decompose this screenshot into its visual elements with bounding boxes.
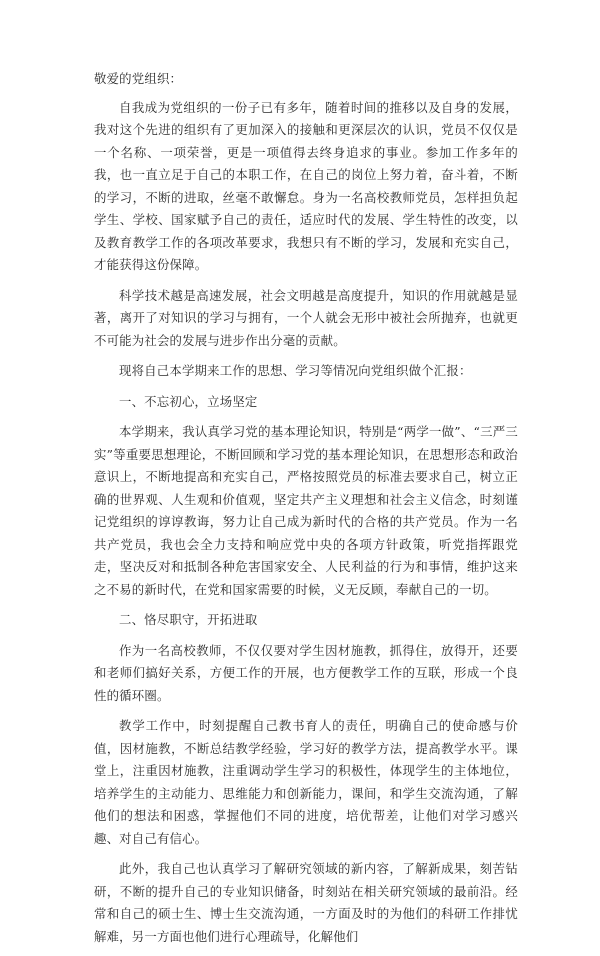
intro-paragraph-3: 现将自己本学期来工作的思想、学习等情况向党组织做个汇报： — [119, 363, 472, 378]
intro-paragraph-2: 科学技术越是高速发展，社会文明越是高度提升，知识的作用就越是显著，离开了对知识的学习与拥有，一个人就会无形中被社会所抛弃，也就更不可能为社会的发展与进步作出分毫的贡献。 — [94, 287, 518, 348]
section-2-paragraph-1: 作为一名高校教师，不仅仅要对学生因材施教，抓得住，放得开，还要和老师们搞好关系，方便工作的开展，也方便教学工作的互联，形成一个良性的循环圈。 — [94, 642, 518, 703]
intro-paragraph-1: 自我成为党组织的一份子已有多年，随着时间的推移以及自身的发展，我对这个先进的组织有了更加深入的接触和更深层次的认识，党员不仅仅是一个名称、一项荣誉，更是一项值得去终身追求的事业。参加工作多年的我，也一直立足于自己的本职工作，在自己的岗位上努力着，奋斗着，不断的学习，不断的进取，丝毫不敢懈怠。身为一名高校教师党员，怎样担负起学生、学校、国家赋予自己的责任，适应时代的发展、学生特性的改变，以及教育教学工作的各项改革要求，我想只有不断的学习，发展和充实自己，才能获得这份保障。 — [94, 99, 518, 272]
section-1-heading: 一、不忘初心，立场坚定 — [119, 393, 258, 409]
document-body — [94, 68, 518, 956]
salutation: 敬爱的党组织： — [94, 71, 183, 86]
section-1-paragraph-1: 本学期来，我认真学习党的基本理论知识，特别是“两学一做”、“三严三实”等重要思想理论，不断回顾和学习党的基本理论知识，在思想形态和政治意识上，不断地提高和充实自己，严格按照党员的标准去要求自己，树立正确的世界观、人生观和价值观，坚定共产主义理想和社会主义信念，时刻谨记党组织的谆谆教诲，努力让自己成为新时代的合格的共产党员。作为一名共产党员，我也会全力支持和响应党中央的各项方针政策，听党指挥跟党走，坚决反对和抵制各种危害国家安全、人民利益的行为和事情，维护这来之不易的新时代，在党和国家需要的时候，义无反顾，奉献自己的一切。 — [94, 424, 518, 597]
section-2-heading: 二、恪尽职守，开拓进取 — [119, 612, 258, 627]
section-2-paragraph-2: 教学工作中，时刻提醒自己教书育人的责任，明确自己的使命感与价值，因材施教，不断总结教学经验，学习好的教学方法，提高教学水平。课堂上，注重因材施教，注重调动学生学习的积极性，体现学生的主体地位，培养学生的主动能力、思维能力和创新能力，课间，和学生交流沟通，了解他们的想法和困惑，掌握他们不同的进度，培优帮差，让他们对学习感兴趣、对自己有信心。 — [94, 718, 518, 846]
section-2-paragraph-3: 此外，我自己也认真学习了解研究领域的新内容，了解新成果，刻苦钻研，不断的提升自己的专业知识储备，时刻站在相关研究领域的最前沿。经常和自己的硕士生、博士生交流沟通，一方面及时的为他们的科研工作排忧解难，另一方面也他们进行心理疏导，化解他们 — [94, 861, 518, 944]
